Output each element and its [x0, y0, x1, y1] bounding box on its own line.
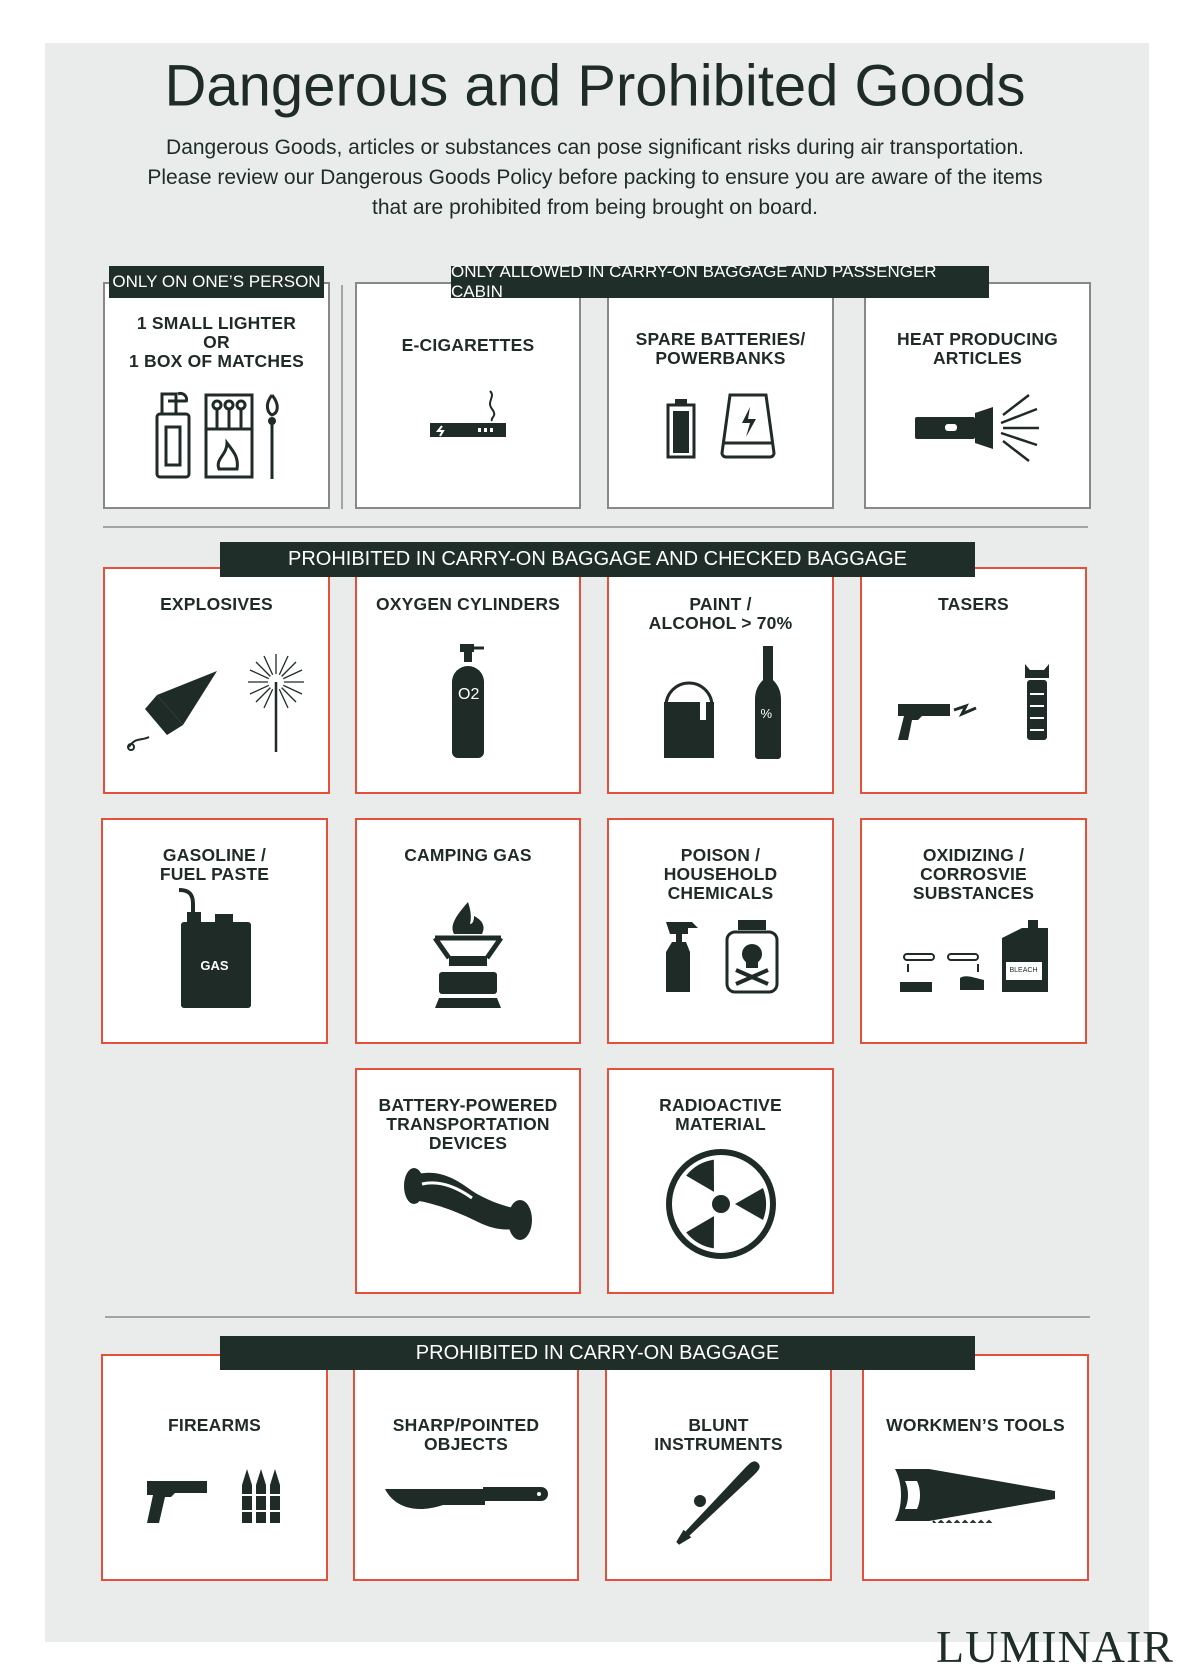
- item-firearms: [101, 1354, 328, 1581]
- flashlight-icon: [866, 393, 1089, 463]
- e-cigarette-icon: [357, 389, 579, 439]
- taser-icon: [862, 662, 1085, 742]
- intro-text: [0, 133, 1190, 223]
- item-label: GASOLINE / FUEL PASTE: [159, 845, 270, 884]
- item-label: PAINT / ALCOHOL > 70%: [648, 594, 793, 633]
- saw-icon: [864, 1467, 1087, 1523]
- intro-line: that are prohibited from being brought on board.: [372, 196, 818, 219]
- section-label-prohibited-all: PROHIBITED IN CARRY-ON BAGGAGE AND CHECKED BAGGAGE: [220, 542, 975, 577]
- intro-line: Please review our Dangerous Goods Policy before packing to ensure you are aware of the items: [147, 166, 1043, 189]
- paint-bottle-icon: [609, 644, 832, 760]
- item-radioactive: [607, 1068, 834, 1294]
- item-battery-transport: [355, 1068, 581, 1294]
- divider: [341, 285, 343, 509]
- section-label-carryon-cabin: ONLY ALLOWED IN CARRY-ON BAGGAGE AND PASSENGER CABIN: [451, 266, 989, 298]
- corrosive-icon: [862, 918, 1085, 994]
- item-label: SPARE BATTERIES/ POWERBANKS: [635, 329, 806, 368]
- oxygen-label: O2: [458, 686, 480, 703]
- item-blunt-instruments: [605, 1354, 832, 1581]
- item-label: OXYGEN CYLINDERS: [375, 594, 561, 614]
- intro-line: Dangerous Goods, articles or substances can pose significant risks during air transportation.: [166, 136, 1024, 159]
- item-explosives: [103, 567, 330, 794]
- item-label: RADIOACTIVE MATERIAL: [659, 1095, 782, 1134]
- item-oxygen-cylinders: [355, 567, 581, 794]
- luminair-logo: LUMINAIR: [936, 1621, 1174, 1672]
- camping-stove-icon: [357, 898, 579, 1010]
- spray-poison-icon: [609, 918, 832, 994]
- baseball-bat-icon: [607, 1461, 830, 1545]
- bleach-label: BLEACH: [1009, 967, 1038, 974]
- item-label: WORKMEN’S TOOLS: [886, 1415, 1065, 1435]
- item-label: HEAT PRODUCING ARTICLES: [897, 329, 1058, 368]
- item-label: 1 SMALL LIGHTER OR 1 BOX OF MATCHES: [129, 313, 304, 371]
- item-label: OXIDIZING / CORROSVIE SUBSTANCES: [912, 845, 1035, 903]
- divider: [103, 526, 1088, 528]
- gas-can-icon: [103, 886, 326, 1010]
- item-label: EXPLOSIVES: [160, 594, 273, 614]
- item-label: CAMPING GAS: [404, 845, 532, 865]
- item-heat-producing: [864, 282, 1091, 509]
- knife-icon: [355, 1485, 577, 1519]
- item-label: FIREARMS: [168, 1415, 261, 1435]
- page-title: Dangerous and Prohibited Goods: [164, 53, 1026, 119]
- item-camping-gas: [355, 818, 581, 1044]
- oxygen-cylinder-icon: [357, 642, 579, 760]
- item-poison-chemicals: [607, 818, 834, 1044]
- item-lighter-matches: [103, 282, 330, 509]
- item-label: POISON / HOUSEHOLD CHEMICALS: [663, 845, 778, 903]
- item-label: TASERS: [938, 594, 1009, 614]
- gun-bullets-icon: [103, 1465, 326, 1525]
- divider: [105, 1316, 1090, 1318]
- percent-label: %: [760, 706, 773, 721]
- item-oxidizing-corrosive: [860, 818, 1087, 1044]
- item-workmens-tools: [862, 1354, 1089, 1581]
- item-paint-alcohol: [607, 567, 834, 794]
- item-e-cigarettes: [355, 282, 581, 509]
- item-label: BATTERY-POWERED TRANSPORTATION DEVICES: [378, 1095, 558, 1153]
- lighter-matches-icon: [105, 389, 328, 479]
- item-label: E-CIGARETTES: [401, 335, 535, 355]
- battery-powerbank-icon: [609, 393, 832, 459]
- item-label: BLUNT INSTRUMENTS: [654, 1415, 783, 1454]
- item-tasers: [860, 567, 1087, 794]
- hoverboard-icon: [357, 1166, 579, 1242]
- section-label-person: ONLY ON ONE’S PERSON: [109, 266, 324, 298]
- firework-sparkler-icon: [105, 652, 328, 752]
- radioactive-icon: [609, 1148, 832, 1260]
- item-label: SHARP/POINTED OBJECTS: [392, 1415, 540, 1454]
- gas-label: GAS: [200, 958, 229, 973]
- section-label-prohibited-carryon: PROHIBITED IN CARRY-ON BAGGAGE: [220, 1336, 975, 1370]
- item-gasoline: [101, 818, 328, 1044]
- item-spare-batteries: [607, 282, 834, 509]
- item-sharp-objects: [353, 1354, 579, 1581]
